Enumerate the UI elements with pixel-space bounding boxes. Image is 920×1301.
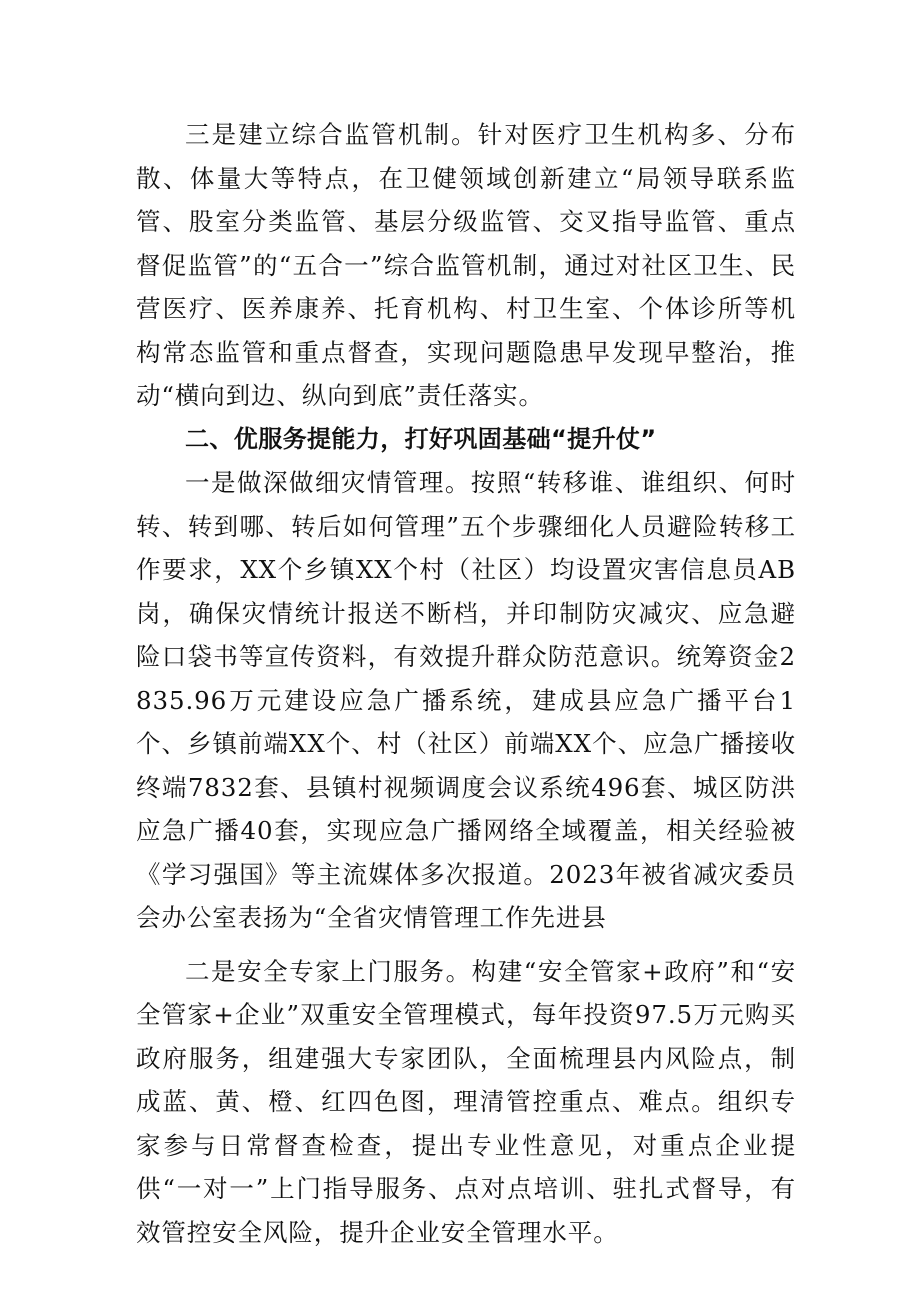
section-heading-service-capability: 二、优服务提能力，打好巩固基础“提升仗” [185,424,657,453]
paragraph-comprehensive-supervision: 三是建立综合监管机制。针对医疗卫生机构多、分布散、体量大等特点，在卫健领域创新建立“局领导联系监管、股室分类监管、基层分级监管、交叉指导监管、重点督促监管”的“五合一”综合监管机制，通过对社区卫生、民营医疗、医养康养、托育机构、村卫生室、个体诊所等机构常态监管和重点督查，实现问题隐患早发现早整治，推动“横向到边、纵向到底”责任落实。 [136,120,796,410]
paragraph-expert-service: 二是安全专家上门服务。构建“安全管家+政府”和“安全管家+企业”双重安全管理模式，每年投资97.5万元购买政府服务，组建强大专家团队，全面梳理县内风险点，制成蓝、黄、橙、红四色图，理清管控重点、难点。组织专家参与日常督查检查，提出专业性意见，对重点企业提供“一对一”上门指导服务、点对点培训、驻扎式督导，有效管控安全风险，提升企业安全管理水平。 [136,956,796,1247]
paragraph-disaster-management: 一是做深做细灾情管理。按照“转移谁、谁组织、何时转、转到哪、转后如何管理”五个步骤细化人员避险转移工作要求，XX个乡镇XX个村（社区）均设置灾害信息员AB岗，确保灾情统计报送不断档，并印制防灾减灾、应急避险口袋书等宣传资料，有效提升群众防范意识。统筹资金2835.96万元建设应急广播系统，建成县应急广播平台1个、乡镇前端XX个、村（社区）前端XX个、应急广播接收终端7832套、县镇村视频调度会议系统496套、城区防洪应急广播40套，实现应急广播网络全域覆盖，相关经验被《学习强国》等主流媒体多次报道。2023年被省减灾委员会办公室表扬为“全省灾情管理工作先进县 [136,468,796,932]
document-body [136,113,796,1254]
